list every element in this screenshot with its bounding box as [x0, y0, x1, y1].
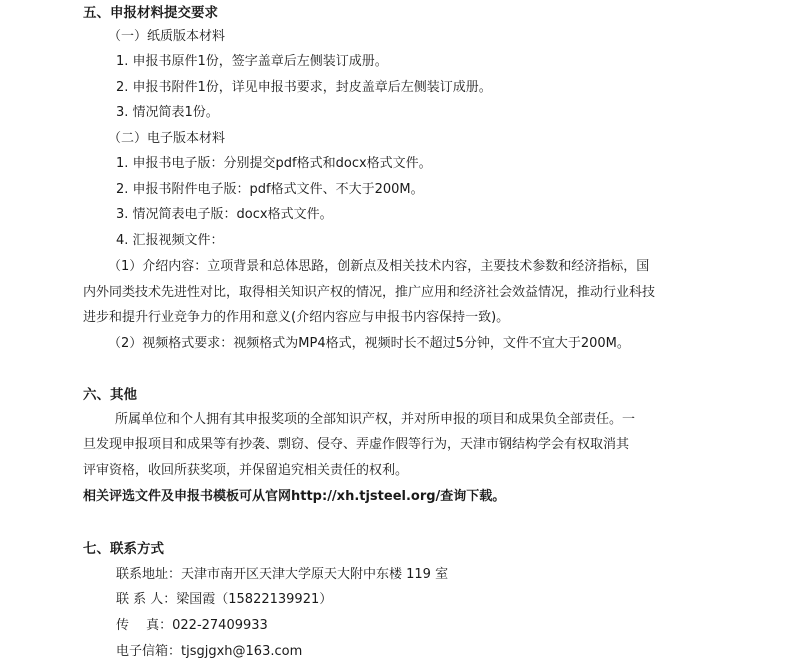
intro-line-1: （1）介绍内容：立项背景和总体思路，创新点及相关技术内容，主要技术参数和经济指标，国 — [108, 259, 650, 274]
contact-email: 电子信箱：tjsgjgxh@163.com — [116, 644, 303, 659]
paper-materials-title: （一）纸质版本材料 — [108, 29, 226, 44]
contact-fax: 传 真：022-27409933 — [116, 618, 268, 633]
electronic-materials-title: （二）电子版本材料 — [108, 131, 226, 146]
electronic-item-4: 4. 汇报视频文件： — [116, 233, 224, 248]
paper-item-1: 1. 申报书原件1份，签字盖章后左侧装订成册。 — [116, 54, 388, 69]
other-line-2: 旦发现申报项目和成果等有抄袭、剽窃、侵夺、弄虚作假等行为，天津市钢结构学会有权取消其 — [83, 437, 630, 452]
electronic-item-1: 1. 申报书电子版：分别提交pdf格式和docx格式文件。 — [116, 156, 432, 171]
paper-item-2: 2. 申报书附件1份，详见申报书要求，封皮盖章后左侧装订成册。 — [116, 80, 492, 95]
electronic-item-3: 3. 情况简表电子版：docx格式文件。 — [116, 207, 333, 222]
section-7-heading: 七、联系方式 — [83, 541, 164, 557]
intro-line-2: 内外同类技术先进性对比，取得相关知识产权的情况，推广应用和经济社会效益情况，推动行业科技 — [83, 285, 656, 300]
section-6-heading: 六、其他 — [83, 387, 137, 403]
other-line-1: 所属单位和个人拥有其申报奖项的全部知识产权，并对所申报的项目和成果负全部责任。一 — [115, 412, 636, 427]
contact-person: 联 系 人：梁国霞（15822139921） — [116, 592, 333, 607]
paper-item-3: 3. 情况简表1份。 — [116, 105, 219, 120]
download-note: 相关评选文件及申报书模板可从官网http://xh.tjsteel.org/查询下载。 — [83, 489, 506, 504]
video-format-requirement: （2）视频格式要求：视频格式为MP4格式，视频时长不超过5分钟，文件不宜大于200M。 — [108, 336, 630, 351]
other-line-3: 评审资格，收回所获奖项，并保留追究相关责任的权利。 — [83, 463, 409, 478]
electronic-item-2: 2. 申报书附件电子版：pdf格式文件、不大于200M。 — [116, 182, 424, 197]
section-5-heading: 五、申报材料提交要求 — [83, 5, 218, 21]
intro-line-3: 进步和提升行业竞争力的作用和意义(介绍内容应与申报书内容保持一致)。 — [83, 310, 510, 325]
contact-address: 联系地址：天津市南开区天津大学原天大附中东楼 119 室 — [116, 567, 449, 582]
